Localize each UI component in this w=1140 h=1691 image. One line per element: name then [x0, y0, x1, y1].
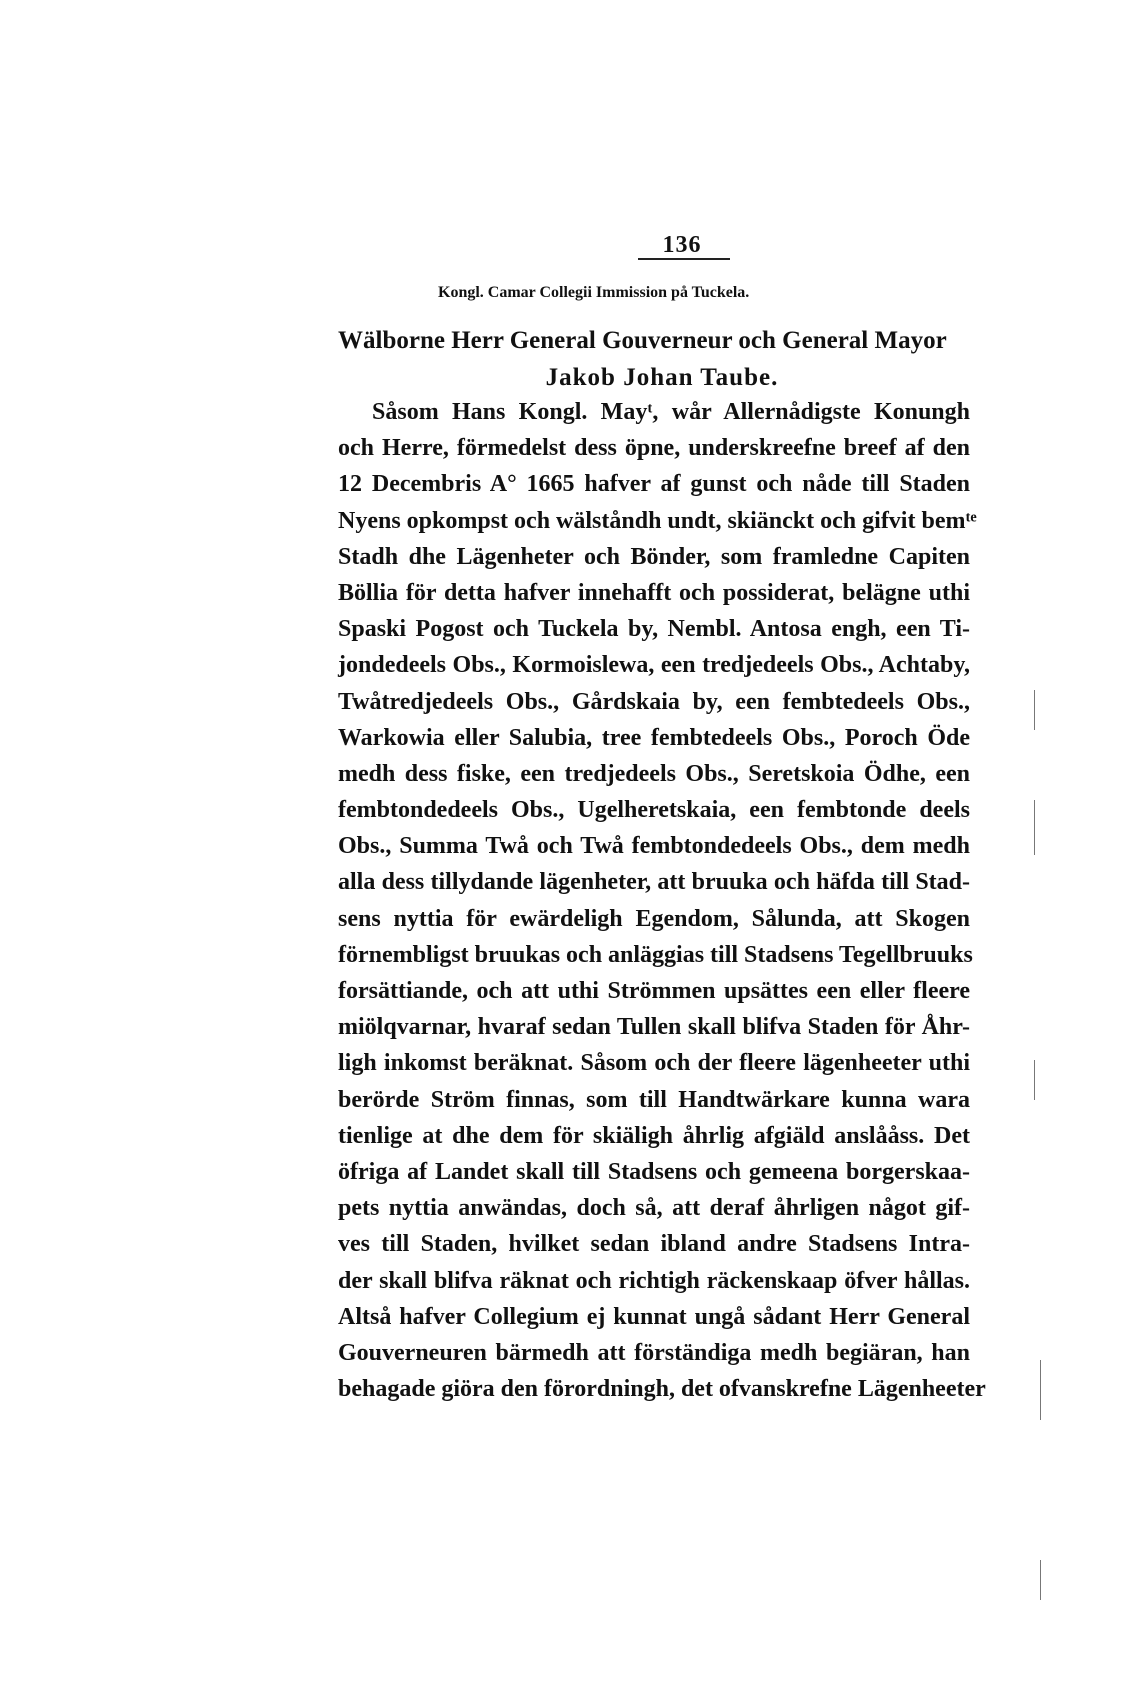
- text-line: miölqvarnar, hvaraf sedan Tullen skall blifva Staden för Åhr-: [338, 1014, 970, 1041]
- text-line: sens nyttia för ewärdeligh Egendom, Sålunda, att Skogen: [338, 905, 970, 932]
- scan-artifact-mark: [1034, 1060, 1035, 1100]
- text-line: och Herre, förmedelst dess öpne, underskreefne breef af den: [338, 435, 970, 462]
- text-line: forsättiande, och att uthi Strömmen upsättes een eller fleere: [338, 978, 970, 1004]
- text-line: jondedeels Obs., Kormoislewa, een tredjedeels Obs., Achtaby,: [338, 652, 970, 679]
- text-line: Spaski Pogost och Tuckela by, Nembl. Antosa engh, een Ti-: [338, 616, 970, 643]
- text-line: berörde Ström finnas, som till Handtwärkare kunna wara: [338, 1086, 970, 1113]
- text-line: Gouverneuren bärmedh att förständiga medh begiäran, han: [338, 1339, 970, 1366]
- address-heading: [336, 322, 976, 396]
- address-line-2: Jakob Johan Taube.: [545, 364, 779, 391]
- scan-artifact-mark: [1034, 690, 1035, 730]
- text-line: alla dess tillydande lägenheter, att bruuka och häfda till Stad-: [338, 869, 970, 896]
- page-number: 136: [662, 232, 702, 258]
- body-paragraph: [338, 394, 986, 1407]
- text-line: ves till Staden, hvilket sedan ibland andre Stadsens Intra-: [338, 1231, 970, 1258]
- text-line: Twåtredjedeels Obs., Gårdskaia by, een fembtedeels Obs.,: [338, 688, 970, 715]
- text-line: der skall blifva räknat och richtigh räckenskaap öfver hållas.: [338, 1267, 970, 1294]
- text-line: Obs., Summa Twå och Twå fembtondedeels Obs., dem medh: [338, 833, 970, 860]
- text-line: Warkowia eller Salubia, tree fembtedeels Obs., Poroch Öde: [338, 724, 970, 751]
- text-line: förnembligst bruukas och anläggias till Stadsens Tegellbruuks: [338, 941, 973, 968]
- scan-artifact-mark: [1034, 800, 1035, 855]
- text-line: Altså hafver Collegium ej kunnat ungå sådant Herr General: [338, 1303, 970, 1330]
- text-line: Böllia för detta hafver innehafft och possiderat, belägne uthi: [338, 579, 970, 606]
- text-line: 12 Decembris A° 1665 hafver af gunst och nåde till Staden: [338, 471, 970, 498]
- scan-artifact-mark: [1040, 1560, 1041, 1600]
- scan-artifact-mark: [1040, 1360, 1041, 1420]
- text-line: fembtondedeels Obs., Ugelheretskaia, een fembtonde deels: [338, 797, 970, 824]
- address-line-1: Wälborne Herr General Gouverneur och General Mayor: [338, 327, 947, 354]
- text-line: pets nyttia anwändas, doch så, att deraf åhrligen något gif-: [338, 1195, 970, 1222]
- page-number-rule: [638, 258, 730, 260]
- running-head: Kongl. Camar Collegii Immission på Tuckela.: [438, 284, 750, 301]
- text-line: behagade giöra den förordningh, det ofvanskrefne Lägenheeter: [338, 1376, 986, 1403]
- text-line: tienlige at dhe dem för skiäligh åhrlig afgiäld anslååss. Det: [338, 1122, 970, 1149]
- text-line: medh dess fiske, een tredjedeels Obs., Seretskoia Ödhe, een: [338, 760, 970, 787]
- text-line: Såsom Hans Kongl. Mayᵗ, wår Allernådigste Konungh: [372, 399, 970, 425]
- text-line: Nyens opkompst och wälståndh undt, skiänckt och gifvit bemᵗᵉ: [338, 507, 977, 534]
- text-line: ligh inkomst beräknat. Såsom och der fleere lägenheeter uthi: [338, 1050, 970, 1077]
- text-line: Stadh dhe Lägenheter och Bönder, som framledne Capiten: [338, 543, 970, 570]
- text-line: öfriga af Landet skall till Stadsens och gemeena borgerskaa-: [338, 1158, 970, 1185]
